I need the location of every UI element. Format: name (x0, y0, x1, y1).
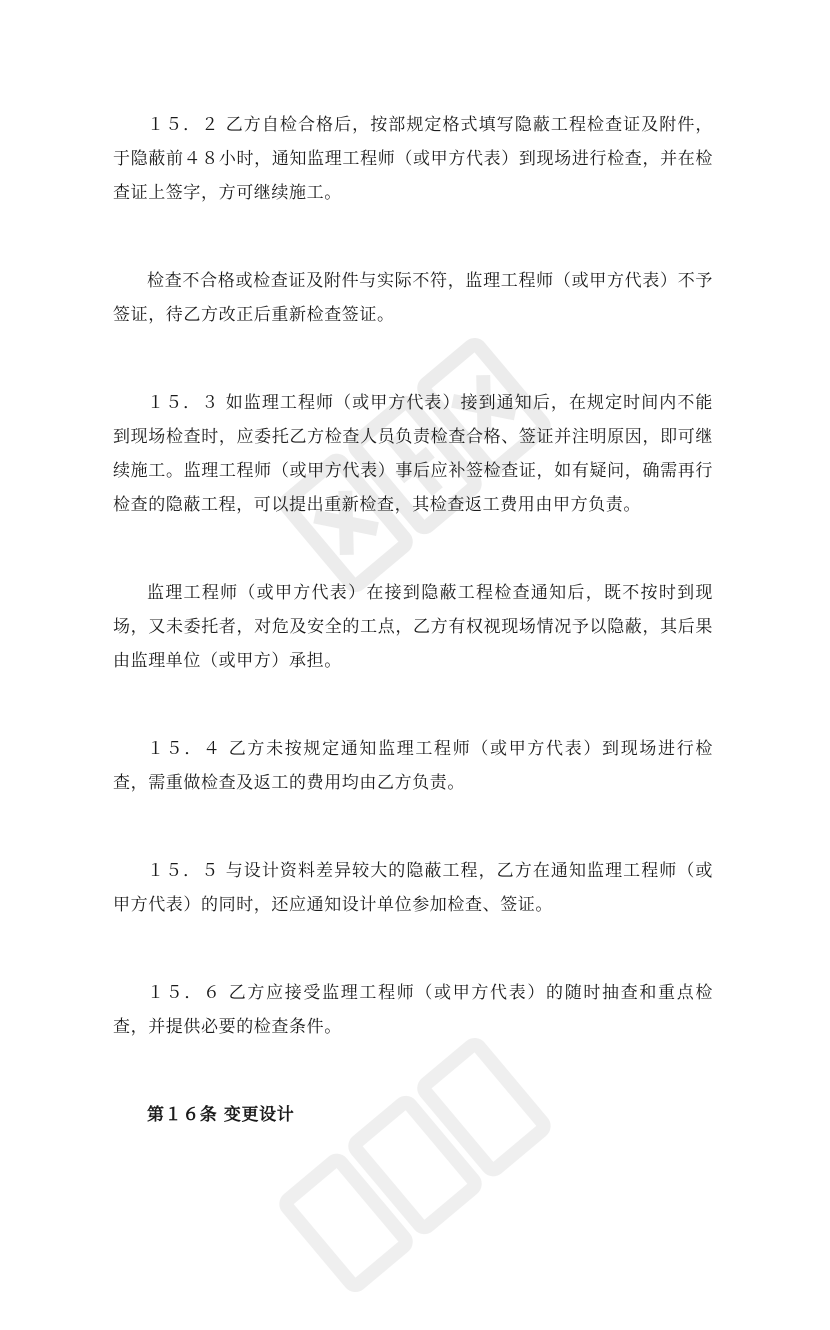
paragraph-15-3-continued: 监理工程师（或甲方代表）在接到隐蔽工程检查通知后，既不按时到现场，又未委托者，对危及安全的工点，乙方有权视现场情况予以隐蔽，其后果由监理单位（或甲方）承担。 (113, 583, 713, 671)
paragraph-15-4: １５．４ 乙方未按规定通知监理工程师（或甲方代表）到现场进行检查，需重做检查及返工的费用均由乙方负责。 (113, 739, 713, 793)
section-heading-16: 第１６条 变更设计 (147, 1105, 295, 1125)
paragraph-15-3: １５．３ 如监理工程师（或甲方代表）接到通知后，在规定时间内不能到现场检查时，应委托乙方检查人员负责检查合格、签证并注明原因，即可继续施工。监理工程师（或甲方代表）事后应补签检查证，如有疑问，确需再行检查的隐蔽工程，可以提出重新检查，其检查返工费用由甲方负责。 (113, 393, 713, 515)
paragraph-15-6: １５．６ 乙方应接受监理工程师（或甲方代表）的随时抽查和重点检查，并提供必要的检查条件。 (113, 983, 713, 1037)
paragraph-15-5: １５．５ 与设计资料差异较大的隐蔽工程，乙方在通知监理工程师（或甲方代表）的同时，还应通知设计单位参加检查、签证。 (113, 861, 713, 915)
paragraph-15-2-continued: 检查不合格或检查证及附件与实际不符，监理工程师（或甲方代表）不予签证，待乙方改正后重新检查签证。 (113, 271, 713, 325)
paragraph-15-2: １５．２ 乙方自检合格后，按部规定格式填写隐蔽工程检查证及附件，于隐蔽前４８小时，通知监理工程师（或甲方代表）到现场进行检查，并在检查证上签字，方可继续施工。 (113, 115, 713, 203)
document-body (113, 108, 713, 1132)
